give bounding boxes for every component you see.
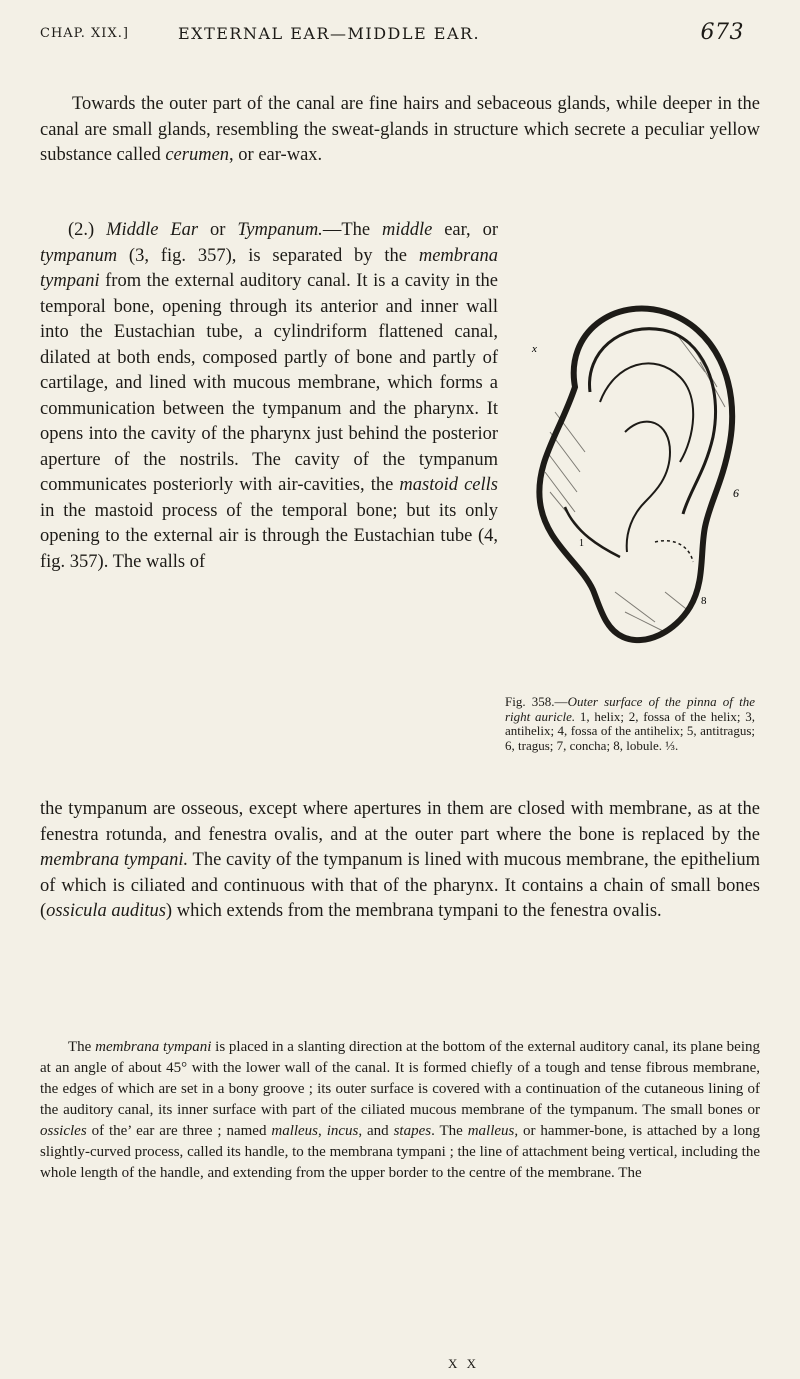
text: Towards the outer part of the canal are fine hairs and sebaceous glands, while deeper in the canal are small glands, resembling the sweat-glands in structure which secrete a peculiar yellow substance called [40,94,760,165]
heading-middle-ear: Middle Ear [106,220,199,240]
text: of the’ ear are three ; named [86,1123,272,1139]
caption-title: Outer surface of the pinna of the right auricle. [505,694,756,724]
text: ) which extends from the membrana tympani to the fenestra ovalis. [165,901,662,921]
text: , [318,1123,327,1139]
term: incus [326,1123,359,1139]
term: tympanum [40,245,118,266]
figure-label-1: 1 [579,538,584,549]
term: membrana tympani [95,1039,212,1055]
term: middle [381,220,433,240]
figure-label-6: 6 [733,486,739,500]
text: , or hammer-bone, is attached by a long slightly-curved process, called its handle, to the membrana tympani ; the line of attachment being vertical, including the whole length of the handle, and extending from the upper border to the centre of the membrane. The [40,1123,760,1181]
term-mastoid-cells: mastoid cells [399,475,498,495]
running-title: EXTERNAL EAR—MIDDLE EAR. [178,24,481,43]
term: stapes [393,1123,432,1139]
term: malleus [467,1123,515,1139]
section-number: (2.) [68,220,107,240]
term: membrana tympani [40,245,498,291]
term: membrana tympani. [40,850,189,870]
text: (3, fig. 357), is separated by the [117,245,419,266]
text: The [68,1039,96,1055]
text: The cavity of the tympanum is lined with mucous membrane, the epithelium of which is ciliated and continuous with that of the pharynx. It contains a chain of small bones ( [40,850,761,921]
text: the tympanum are osseous, except where apertures in them are closed with membrane, as at the fenestra rotunda, and fenestra ovalis, and at the outer part where the bone is replaced by the [40,799,760,845]
signature-mark: X X [448,1356,480,1371]
text: ear, or [432,220,498,240]
text: or [198,220,238,240]
book-page [40,0,760,1379]
caption-legend: 1, helix; 2, fossa of the helix; 3, antihelix; 4, fossa of the antihelix; 5, antitragus; 6, tragus; 7, concha; 8, lobule. ⅓. [505,708,755,753]
paragraph-tympanum-walls [40,797,760,925]
figure-label-x: x [532,343,537,355]
wrapped-text: from the external auditory canal. It is a cavity in the temporal bone, opening through its anterior and inner wall into the Eustachian tube, a cylindriform flattened canal, dilated at both ends, composed partly of bone and partly of cartilage, and lined with mucous membrane, which forms a communication between the tympanum and the pharynx. It opens into the cavity of the pharynx just behind the posterior aperture of the nostrils. The cavity of the tympanum communicates posteriorly with air-cavities, the mastoid cells in the mastoid process of the temporal bone; but its only opening to the external air is through the Eustachian tube (4, fig. 357). The walls of [40,271,498,572]
running-header [40,20,760,50]
figure-label-8: 8 [701,595,707,607]
text: , and [358,1123,394,1139]
paragraph-cerumen [40,92,760,169]
figure-caption [505,695,755,753]
text: —The [322,220,382,240]
term: ossicula auditus [46,901,166,921]
text: is placed in a slanting direction at the bottom of the external auditory canal, its plane being at an angle of about 45° with the lower wall of the canal. It is formed chiefly of a tough and tense fibrous membrane, the edges of which are set in a bony groove ; its outer surface is covered with a continuation of the cutaneous lining of the auditory canal, its inner surface with part of the ciliated mucous membrane of the tympanum. The small bones or [40,1039,760,1118]
text: . The [431,1123,468,1139]
figure-number: Fig. 358.— [505,694,568,709]
ear-pinna-figure [505,292,755,692]
text: , or ear-wax. [229,145,323,165]
page-number: 673 [700,20,744,45]
chapter-label: CHAP. XIX.] [40,26,129,41]
paragraph-membrana-tympani [40,1037,760,1184]
heading-tympanum: Tympanum. [237,220,323,240]
term: malleus [271,1123,319,1139]
term: ossicles [40,1123,87,1139]
term-cerumen: cerumen [165,145,230,165]
